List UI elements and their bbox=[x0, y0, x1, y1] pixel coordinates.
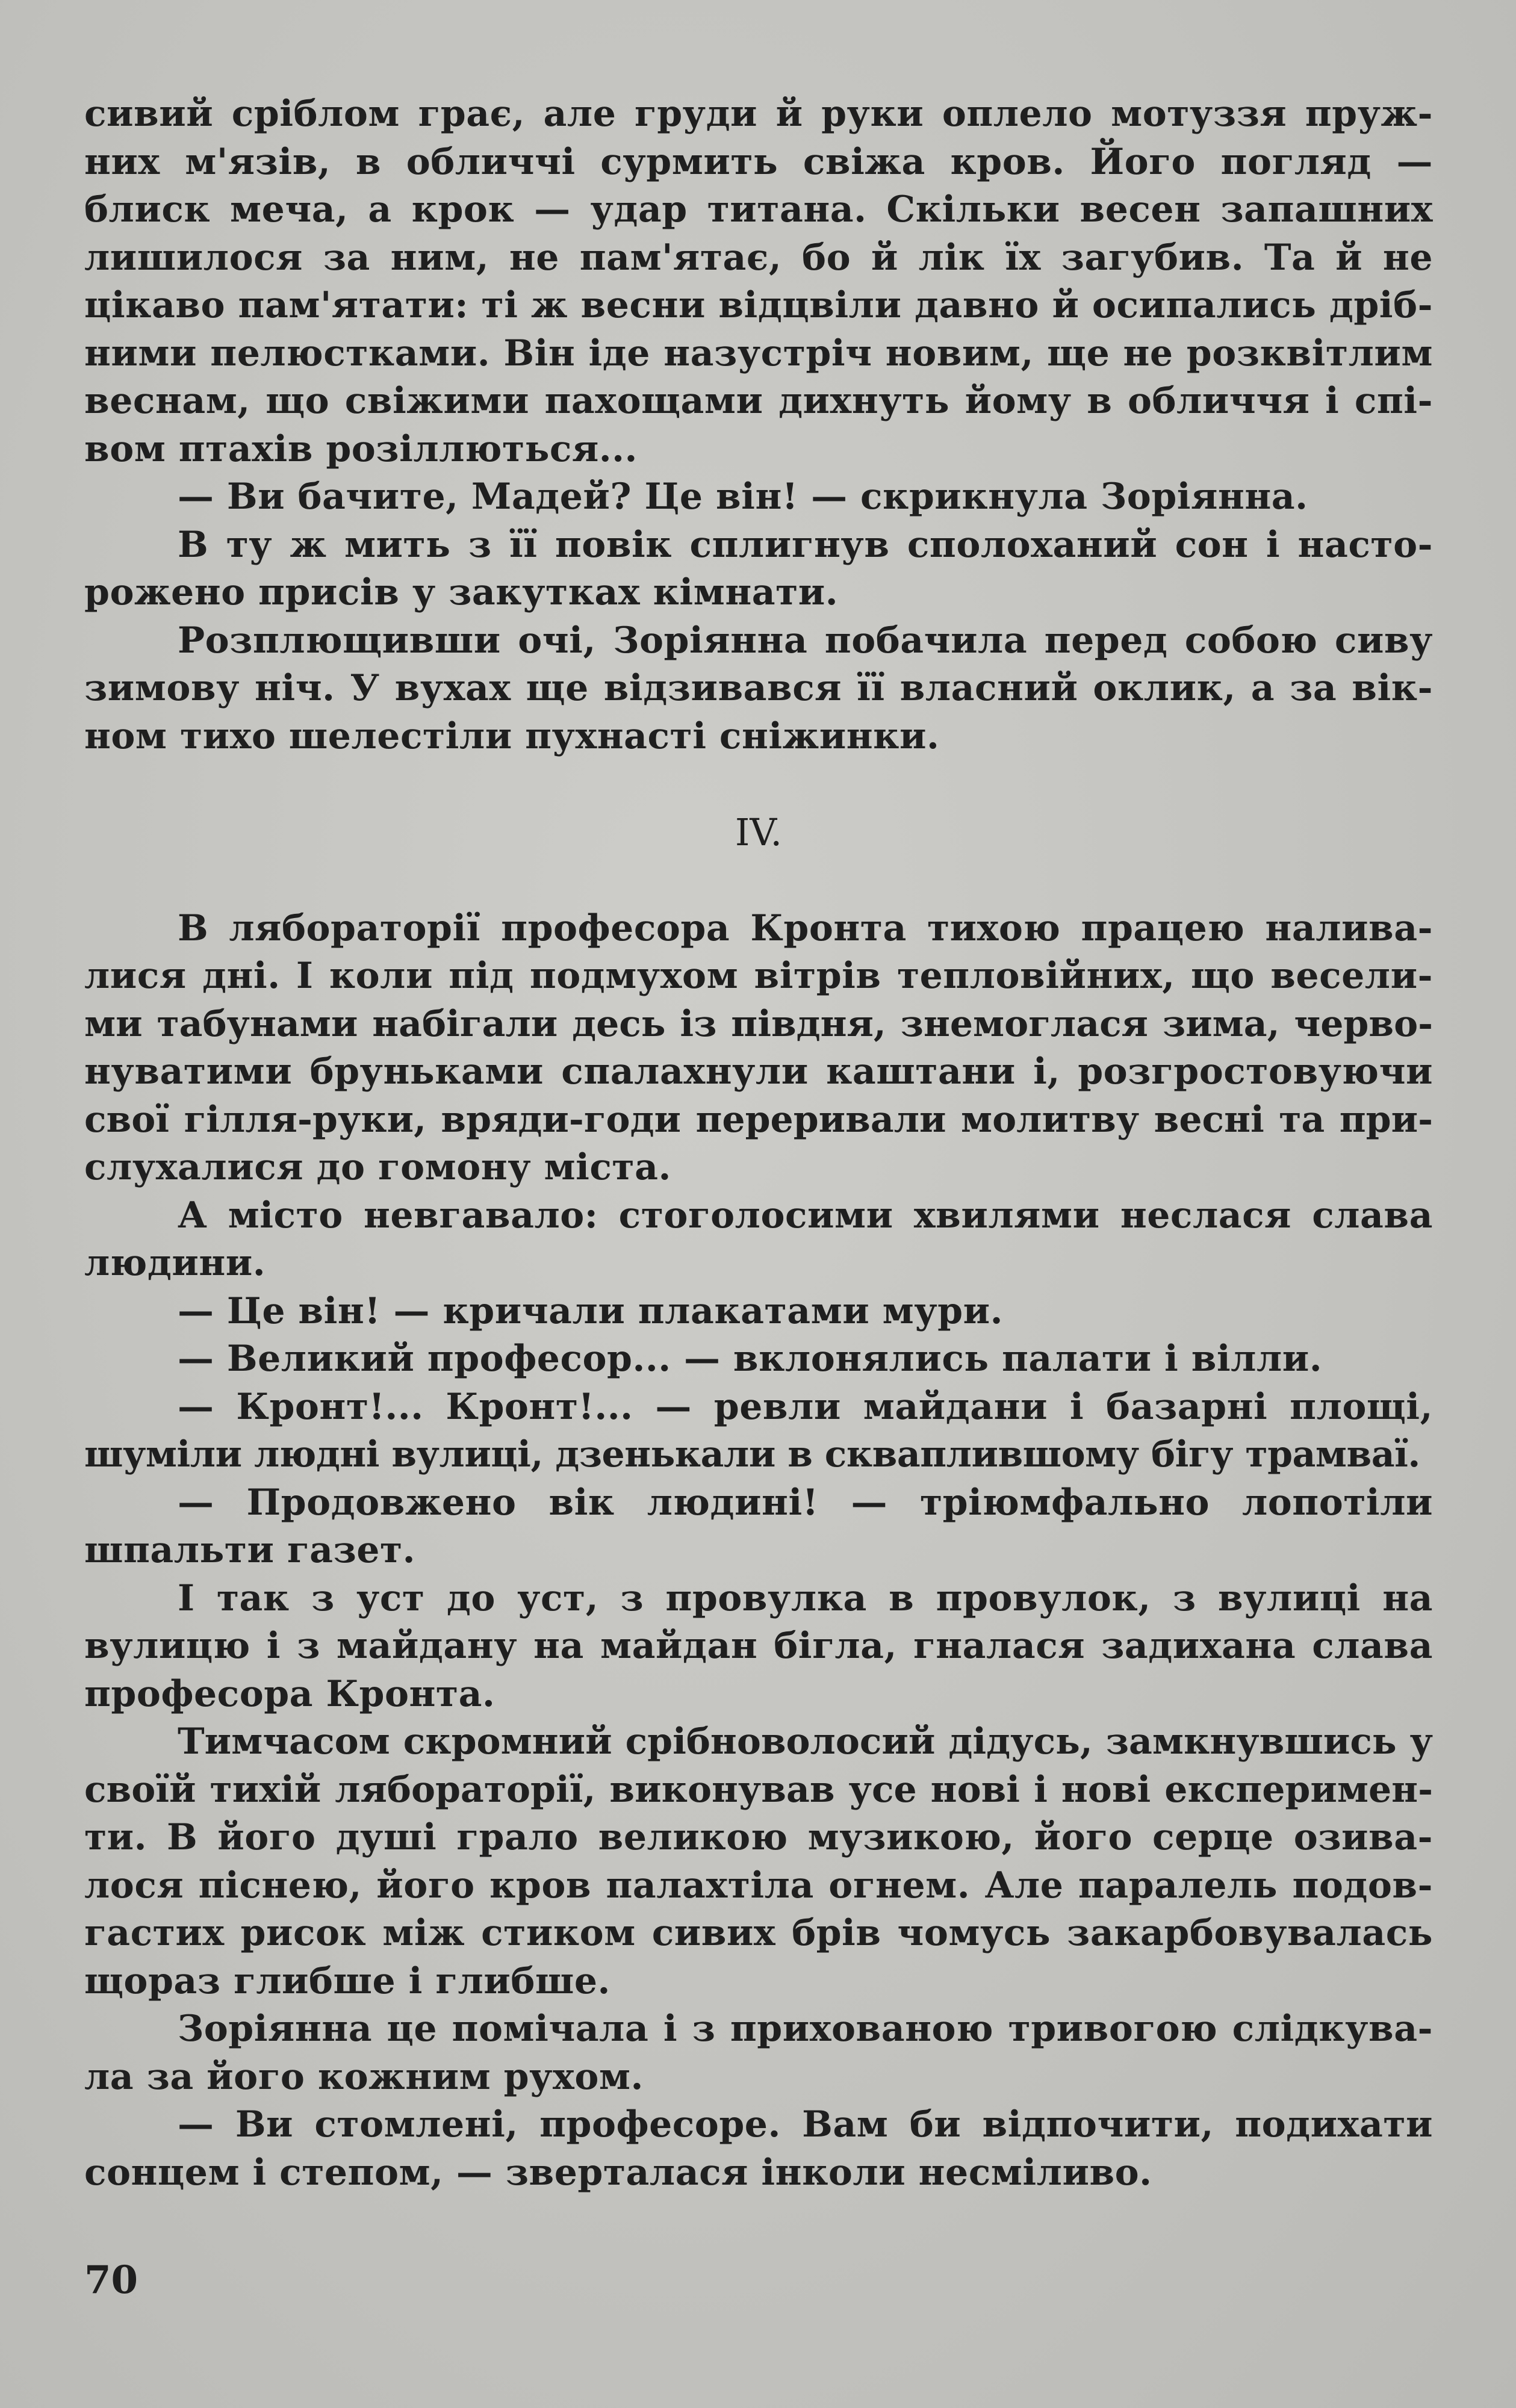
text-line: лися дні. І коли під подмухом вітрів тепловійних, що весели- bbox=[84, 955, 1433, 997]
paragraph bbox=[84, 2005, 1433, 2101]
text-line: вом птахів розіллються... bbox=[84, 427, 638, 470]
paragraph bbox=[84, 473, 1433, 521]
paragraph bbox=[84, 1288, 1433, 1336]
paragraph bbox=[84, 90, 1433, 473]
text-line: рожено присів у закутках кімнати. bbox=[84, 571, 839, 613]
text-line: шпальти газет. bbox=[84, 1529, 416, 1571]
text-line: — Це він! — кричали плакатами мури. bbox=[178, 1289, 1003, 1332]
text-line: Тимчасом скромний срібноволосий дідусь, замкнувшись у bbox=[178, 1721, 1433, 1763]
text-line: сивий сріблом грає, але груди й руки оплело мотуззя пруж- bbox=[84, 93, 1433, 135]
text-line: зимову ніч. У вухах ще відзивався її власний оклик, а за вік- bbox=[84, 667, 1433, 709]
text-line: І так з уст до уст, з провулка в провулок, з вулиці на bbox=[178, 1577, 1433, 1619]
text-line: В ту ж мить з її повік сплигнув сполоханий сон і насто- bbox=[178, 523, 1433, 566]
text-line: Зоріянна це помічала і з прихованою тривогою слідкува- bbox=[178, 2008, 1433, 2050]
text-line: шуміли людні вулиці, дзенькали в скваплившому бігу трамваї. bbox=[84, 1433, 1420, 1476]
text-line: ними пелюстками. Він іде назустріч новим, ще не розквітлим bbox=[84, 332, 1433, 374]
paragraph bbox=[84, 1192, 1433, 1288]
text-line: Розплющивши очі, Зоріянна побачила перед собою сиву bbox=[178, 619, 1433, 662]
paragraph bbox=[84, 521, 1433, 617]
text-line: — Ви бачите, Мадей? Це він! — скрикнула Зоріянна. bbox=[178, 476, 1308, 518]
text-line: слухалися до гомону міста. bbox=[84, 1146, 671, 1188]
text-line: цікаво пам'ятати: ті ж весни відцвіли давно й осипались дріб- bbox=[84, 284, 1433, 326]
text-line: свої гілля-руки, вряди-годи переривали молитву весні та при- bbox=[84, 1098, 1433, 1141]
paragraph bbox=[84, 1383, 1433, 1479]
text-line: ти. В його душі грало великою музикою, його серце озива- bbox=[84, 1816, 1433, 1858]
text-line: лишилося за ним, не пам'ятає, бо й лік їх загубив. Та й не bbox=[84, 236, 1433, 279]
text-line: блиск меча, а крок — удар титана. Скільки весен запашних bbox=[84, 188, 1433, 231]
text-line: них м'язів, в обличчі сурмить свіжа кров. Його погляд — bbox=[84, 140, 1433, 183]
text-line: А місто невгавало: стоголосими хвилями неслася слава bbox=[178, 1194, 1433, 1237]
text-line: В лябораторії професора Кронта тихою працею налива- bbox=[178, 907, 1433, 949]
text-line: гастих рисок між стиком сивих брів чомусь закарбовувалась bbox=[84, 1912, 1433, 1954]
text-line: щораз глибше і глибше. bbox=[84, 1960, 610, 2002]
text-line: — Ви стомлені, професоре. Вам би відпочити, подихати bbox=[178, 2103, 1433, 2146]
text-block-bottom bbox=[84, 905, 1433, 2197]
text-block-top bbox=[84, 90, 1433, 760]
text-line: своїй тихій лябораторії, виконував усе нові і нові експеримен- bbox=[84, 1768, 1433, 1811]
text-line: людини. bbox=[84, 1242, 266, 1284]
paragraph bbox=[84, 1479, 1433, 1575]
paragraph bbox=[84, 617, 1433, 761]
paragraph bbox=[84, 1718, 1433, 2005]
text-line: лося піснею, його кров палахтіла огнем. Але паралель подов- bbox=[84, 1864, 1433, 1907]
text-line: ла за його кожним рухом. bbox=[84, 2055, 644, 2098]
paragraph bbox=[84, 2101, 1433, 2197]
text-line: сонцем і степом, — зверталася інколи несміливо. bbox=[84, 2151, 1152, 2194]
page-number: 70 bbox=[84, 2258, 138, 2303]
text-line: вулицю і з майдану на майдан бігла, гналася задихана слава bbox=[84, 1625, 1433, 1667]
paragraph bbox=[84, 1575, 1433, 1719]
text-line: веснам, що свіжими пахощами дихнуть йому в обличчя і спі- bbox=[84, 380, 1433, 422]
text-line: — Продовжено вік людині! — тріюмфально лопотіли bbox=[178, 1481, 1433, 1524]
chapter-heading: IV. bbox=[735, 810, 783, 854]
paragraph bbox=[84, 1335, 1433, 1383]
paragraph bbox=[84, 905, 1433, 1192]
text-line: ном тихо шелестіли пухнасті сніжинки. bbox=[84, 715, 940, 757]
text-line: професора Кронта. bbox=[84, 1672, 495, 1715]
text-line: ми табунами набігали десь із півдня, знемоглася зима, черво- bbox=[84, 1002, 1433, 1045]
book-page bbox=[84, 90, 1433, 2197]
text-line: — Великий професор... — вклонялись палати і вілли. bbox=[178, 1338, 1323, 1380]
text-line: нуватими бруньками спалахнули каштани і, розгростовуючи bbox=[84, 1050, 1433, 1093]
text-line: — Кронт!... Кронт!... — ревли майдани і базарні площі, bbox=[178, 1385, 1433, 1428]
